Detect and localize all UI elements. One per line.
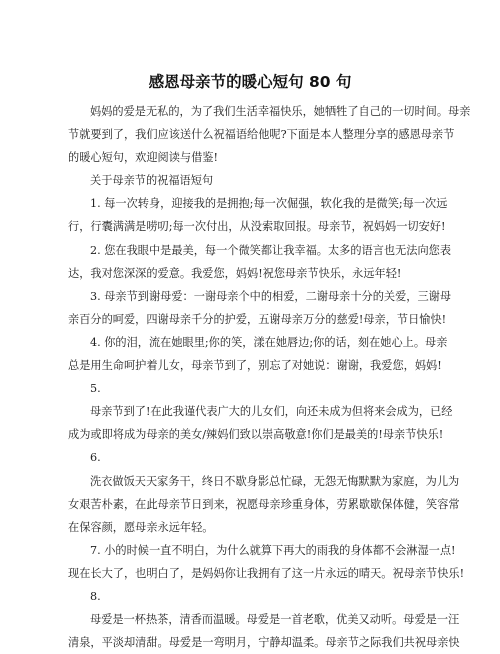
- item-6-line-1: 洗衣做饭天天家务干，终日不歇身影总忙碌，无怨无悔默默为家庭，为儿为: [90, 474, 460, 488]
- item-1-line-1: 1. 每一次转身，迎接我的是拥抱;每一次倔强，软化我的是微笑;每一次远: [90, 197, 448, 211]
- item-5-number: 5.: [90, 382, 101, 396]
- item-3-line-1: 3. 母亲节到谢母爱：一谢母亲个中的相爱，二谢母亲十分的关爱，三谢母: [90, 289, 452, 303]
- intro-line-2: 节就要到了，我们应该送什么祝福语给他呢?下面是本人整理分享的感恩母亲节: [68, 128, 455, 142]
- item-5-line-1: 母亲节到了!在此我谨代表广大的儿女们，向还未成为但将来会成为，已经: [90, 405, 453, 419]
- item-2-line-2: 达，我对您深深的爱意。我爱您，妈妈!祝您母亲节快乐，永远年轻!: [68, 266, 402, 280]
- intro-line-3: 的暖心短句，欢迎阅读与借鉴!: [68, 151, 218, 165]
- item-7-line-2: 现在长大了，也明白了，是妈妈你让我拥有了这一片永远的晴天。祝母亲节快乐!: [68, 566, 465, 580]
- intro-line-1: 妈妈的爱是无私的，为了我们生活幸福快乐，她牺牲了自己的一切时间。母亲: [90, 105, 471, 118]
- article-body: [68, 100, 471, 654]
- item-2-line-1: 2. 您在我眼中是最美，每一个微笑都让我幸福。太多的语言也无法向您表: [90, 243, 452, 257]
- article-title: 感恩母亲节的暖心短句 80 句: [148, 73, 352, 91]
- item-4-line-1: 4. 你的泪，流在她眼里;你的笑，漾在她唇边;你的话，刻在她心上。母亲: [90, 335, 448, 349]
- section-heading: 关于母亲节的祝福语短句: [90, 174, 214, 188]
- item-8-number: 8.: [90, 589, 101, 603]
- item-5-line-2: 成为或即将成为母亲的美女/辣妈们致以崇高敬意!你们是最美的!母亲节快乐!: [68, 428, 444, 442]
- item-8-line-2: 清泉，平淡却清甜。母爱是一弯明月，宁静却温柔。母亲节之际我们共祝母亲快: [68, 636, 460, 650]
- item-7-line-1: 7. 小的时候一直不明白，为什么就算下再大的雨我的身体都不会淋湿一点!: [90, 543, 456, 557]
- item-6-number: 6.: [90, 451, 101, 465]
- item-6-line-2: 女艰苦朴素，在此母亲节日到来，祝愿母亲珍重身体，劳累歇歇保体健，笑容常: [68, 497, 460, 511]
- item-3-line-2: 亲百分的呵爱，四谢母亲千分的护爱，五谢母亲万分的慈爱!母亲，节日愉快!: [68, 312, 447, 326]
- item-4-line-2: 总是用生命呵护着儿女，母亲节到了，别忘了对她说：谢谢，我爱您，妈妈!: [68, 359, 442, 373]
- item-8-line-1: 母爱是一杯热茶，清香而温暖。母爱是一首老歌，优美又动听。母爱是一汪: [90, 613, 460, 627]
- item-1-line-2: 行，行囊满满是唠叨;每一次付出，从没索取回报。母亲节，祝妈妈一切安好!: [68, 220, 446, 234]
- item-6-line-3: 在保容颜，愿母亲永远年轻。: [68, 520, 214, 534]
